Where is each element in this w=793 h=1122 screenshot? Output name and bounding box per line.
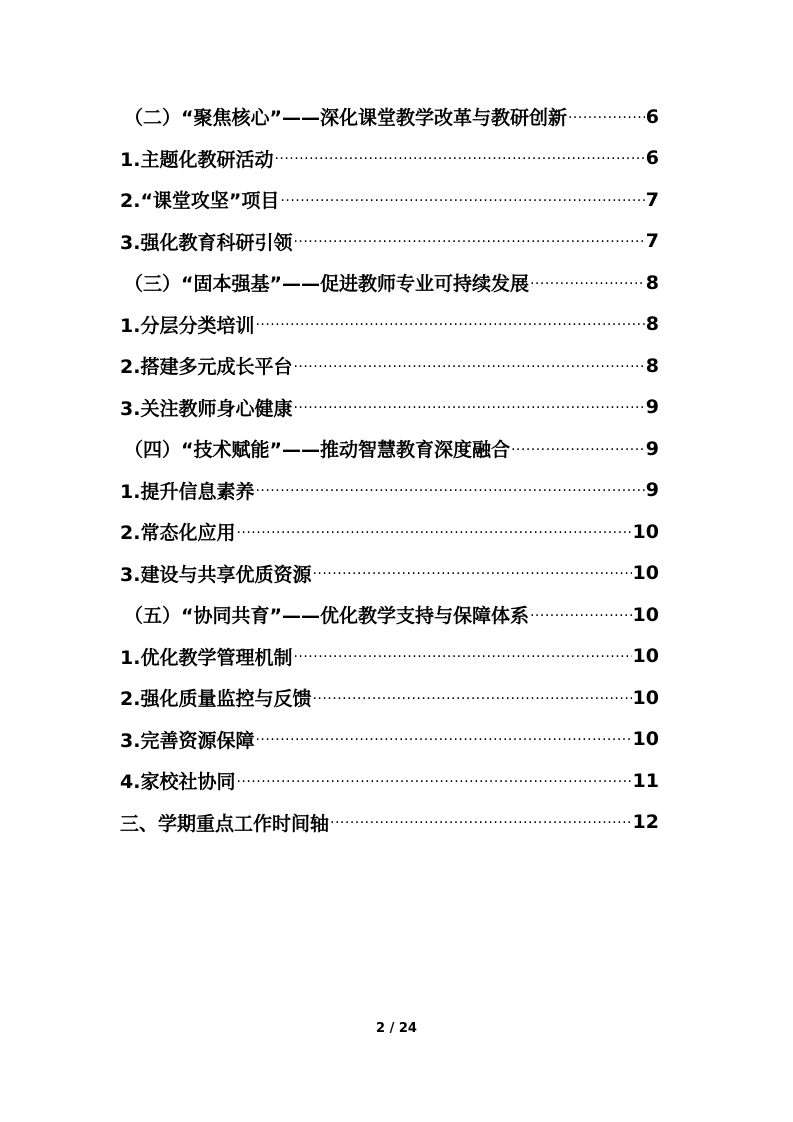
toc-entry[interactable]	[120, 304, 659, 346]
toc-dot-leader	[312, 691, 631, 707]
toc-entry-title: 3.强化教育科研引领	[120, 231, 293, 254]
toc-entry-page: 10	[632, 645, 659, 668]
toc-entry-title: （五）“协同共育”——优化教学支持与保障体系	[124, 605, 529, 628]
toc-entry[interactable]	[120, 345, 659, 387]
toc-entry[interactable]	[120, 179, 659, 221]
toc-dot-leader	[236, 525, 631, 541]
toc-dot-leader	[255, 732, 631, 748]
toc-entry-page: 9	[645, 437, 659, 460]
toc-entry-page: 10	[632, 603, 659, 626]
toc-entry-title: 3.建设与共享优质资源	[120, 563, 312, 586]
toc-entry-title: 2.常态化应用	[120, 522, 236, 545]
page-number-footer: 2 / 24	[376, 1021, 417, 1036]
toc-entry[interactable]	[120, 470, 659, 512]
toc-entry[interactable]	[120, 760, 659, 802]
toc-entry[interactable]	[120, 262, 659, 304]
toc-entry-title: 3.关注教师身心健康	[120, 397, 293, 420]
toc-entry[interactable]	[120, 677, 659, 719]
toc-entry-title: 1.主题化教研活动	[120, 148, 274, 171]
toc-entry-page: 10	[632, 728, 659, 751]
toc-entry-page: 10	[632, 686, 659, 709]
toc-entry-title: 2.“课堂攻坚”项目	[120, 190, 280, 213]
toc-entry[interactable]	[120, 511, 659, 553]
toc-dot-leader	[530, 276, 645, 292]
toc-entry-page: 6	[645, 105, 659, 128]
toc-dot-leader	[530, 608, 632, 624]
toc-entry-page: 7	[645, 188, 659, 211]
toc-entry[interactable]	[120, 96, 659, 138]
toc-dot-leader	[255, 483, 644, 499]
toc-entry-page: 8	[645, 313, 659, 336]
toc-dot-leader	[568, 110, 645, 126]
toc-entry[interactable]	[120, 428, 659, 470]
toc-entry-title: 3.完善资源保障	[120, 729, 255, 752]
toc-entry-page: 9	[645, 396, 659, 419]
toc-entry-title: 三、学期重点工作时间轴	[120, 812, 330, 835]
toc-entry[interactable]	[120, 802, 659, 844]
toc-entry-title: 2.搭建多元成长平台	[120, 356, 293, 379]
toc-entry-title: （四）“技术赋能”——推动智慧教育深度融合	[124, 439, 510, 462]
toc-dot-leader	[274, 151, 644, 167]
toc-entry-page: 6	[645, 147, 659, 170]
toc-dot-leader	[293, 400, 644, 416]
toc-dot-leader	[293, 649, 631, 665]
toc-entry-title: （三）“固本强基”——促进教师专业可持续发展	[124, 273, 529, 296]
toc-entry-page: 11	[632, 769, 659, 792]
toc-entry[interactable]	[120, 553, 659, 595]
toc-entry-page: 7	[645, 230, 659, 253]
toc-entry-title: 1.分层分类培训	[120, 314, 255, 337]
toc-entry[interactable]	[120, 636, 659, 678]
toc-entry-title: 4.家校社协同	[120, 771, 236, 794]
toc-dot-leader	[511, 442, 645, 458]
toc-entry-title: 2.强化质量监控与反馈	[120, 688, 312, 711]
toc-dot-leader	[330, 815, 632, 831]
toc-dot-leader	[236, 774, 631, 790]
toc-dot-leader	[312, 566, 631, 582]
toc-dot-leader	[280, 193, 644, 209]
toc-entry-page: 10	[632, 562, 659, 585]
toc-entry-page: 8	[645, 271, 659, 294]
toc-entry[interactable]	[120, 594, 659, 636]
toc-entry-title: （二）“聚焦核心”——深化课堂教学改革与教研创新	[124, 107, 567, 130]
toc-dot-leader	[255, 317, 644, 333]
table-of-contents	[120, 96, 659, 843]
toc-entry-page: 8	[645, 354, 659, 377]
toc-entry-title: 1.优化教学管理机制	[120, 646, 293, 669]
toc-entry[interactable]	[120, 138, 659, 180]
toc-entry[interactable]	[120, 221, 659, 263]
toc-dot-leader	[293, 234, 644, 250]
toc-entry-title: 1.提升信息素养	[120, 480, 255, 503]
toc-entry[interactable]	[120, 387, 659, 429]
toc-dot-leader	[293, 359, 644, 375]
toc-entry-page: 9	[645, 479, 659, 502]
toc-entry-page: 12	[632, 811, 659, 834]
toc-entry[interactable]	[120, 719, 659, 761]
toc-entry-page: 10	[632, 520, 659, 543]
